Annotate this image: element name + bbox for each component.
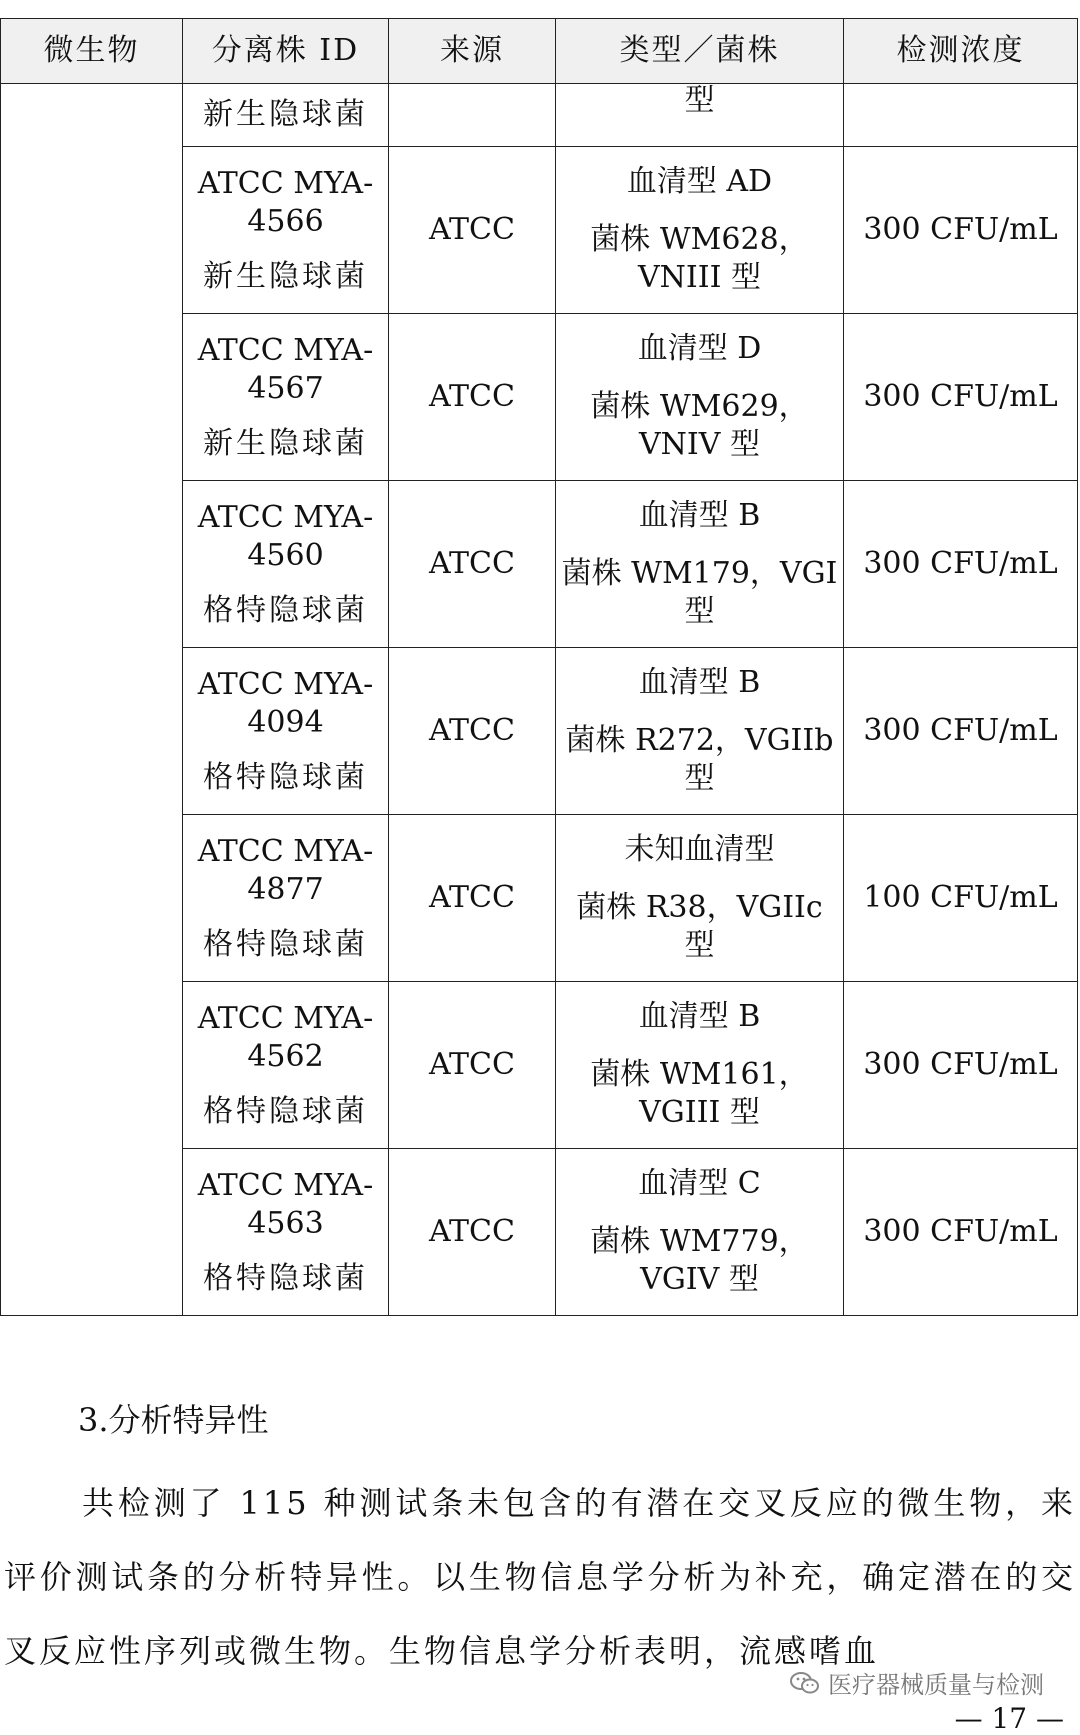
source-cell: ATCC [389,481,556,648]
isolate-id-line2: 4566 [247,204,324,239]
isolate-name: 新生隐球菌 [203,259,368,294]
serotype: 血清型 D [637,331,762,366]
watermark-text: 医疗器械质量与检测 [828,1671,1044,1699]
concentration-cell: 300 CFU/mL [844,1149,1078,1316]
type-cell [556,982,844,1149]
isolate-cell [183,84,389,147]
isolate-id-line1: ATCC MYA- [197,667,374,702]
strain-type: VNIII 型 [637,260,761,295]
isolate-id-line1: ATCC MYA- [197,500,374,535]
type-cell [556,481,844,648]
isolate-id-line2: 4094 [247,705,324,740]
table-header-row [1,19,1078,84]
isolate-name: 格特隐球菌 [203,760,368,795]
source-cell: ATCC [389,815,556,982]
header-source: 来源 [389,19,556,84]
watermark [790,1665,1044,1700]
page-number: — 17 — [954,1702,1064,1735]
isolate-cell [183,815,389,982]
source-cell: ATCC [389,1149,556,1316]
section-title: 3.分析特异性 [78,1401,269,1439]
concentration-cell [844,84,1078,147]
strain-type: VGIV 型 [640,1262,759,1297]
header-isolate-id: 分离株 ID [183,19,389,84]
serotype: 血清型 B [638,999,761,1034]
isolate-cell [183,147,389,314]
microorganism-cell [1,84,183,1316]
type-cell: 型 [556,84,844,147]
source-cell: ATCC [389,982,556,1149]
strain-type: 型 [684,594,715,629]
serotype: 血清型 AD [626,164,773,199]
isolate-name: 格特隐球菌 [203,1261,368,1296]
type-cell [556,815,844,982]
isolate-id-line1: ATCC MYA- [197,166,374,201]
isolate-id-line2: 4877 [247,872,324,907]
table-row [1,84,1078,147]
strain: 菌株 R272，VGIIb [565,723,834,758]
header-concentration: 检测浓度 [844,19,1078,84]
type-cell [556,1149,844,1316]
isolate-id-line2: 4560 [247,538,324,573]
body-paragraph: 共检测了 115 种测试条未包含的有潜在交叉反应的微生物，来评价测试条的分析特异性。以生物信息学分析为补充，确定潜在的交叉反应性序列或微生物。生物信息学分析表明，流感嗜血 [4,1484,1076,1670]
isolate-id-line1: ATCC MYA- [197,834,374,869]
concentration-cell: 300 CFU/mL [844,481,1078,648]
source-cell: ATCC [389,648,556,815]
serotype: 未知血清型 [624,832,775,867]
strain: 菌株 R38，VGIIc [576,890,823,925]
source-cell [389,84,556,147]
concentration-cell: 300 CFU/mL [844,982,1078,1149]
isolate-name: 格特隐球菌 [203,1094,368,1129]
concentration-cell: 300 CFU/mL [844,314,1078,481]
strain-type: 型 [684,928,715,963]
isolate-id-line2: 4567 [247,371,324,406]
serotype: 血清型 C [638,1166,761,1201]
strain: 菌株 WM628， [590,222,809,257]
strain: 菌株 WM179，VGI [561,556,838,591]
header-type-strain: 类型／菌株 [556,19,844,84]
isolate-id-line2: 4563 [247,1206,324,1241]
strain-type: 型 [684,761,715,796]
strain: 菌株 WM161， [590,1057,809,1092]
wechat-icon [790,1671,820,1695]
strain: 菌株 WM779， [590,1224,809,1259]
source-cell: ATCC [389,314,556,481]
concentration-cell: 300 CFU/mL [844,648,1078,815]
isolate-cell [183,314,389,481]
isolate-cell [183,982,389,1149]
isolate-id-line1: ATCC MYA- [197,1001,374,1036]
strain: 菌株 WM629， [590,389,809,424]
specificity-table [0,18,1078,1316]
isolate-name: 格特隐球菌 [203,927,368,962]
serotype: 血清型 B [638,498,761,533]
isolate-name: 新生隐球菌 [203,426,368,461]
type-cell [556,314,844,481]
type-cell [556,147,844,314]
isolate-cell [183,481,389,648]
source-cell: ATCC [389,147,556,314]
serotype: 血清型 B [638,665,761,700]
isolate-name: 新生隐球菌 [203,97,368,132]
isolate-name: 格特隐球菌 [203,593,368,628]
isolate-id-line1: ATCC MYA- [197,1168,374,1203]
type-cell [556,648,844,815]
isolate-id-line2: 4562 [247,1039,324,1074]
header-microorganism: 微生物 [1,19,183,84]
concentration-cell: 300 CFU/mL [844,147,1078,314]
isolate-cell [183,1149,389,1316]
strain-type: VGIII 型 [639,1095,760,1130]
strain-type: VNIV 型 [639,427,760,462]
isolate-cell [183,648,389,815]
concentration-cell: 100 CFU/mL [844,815,1078,982]
isolate-id-line1: ATCC MYA- [197,333,374,368]
